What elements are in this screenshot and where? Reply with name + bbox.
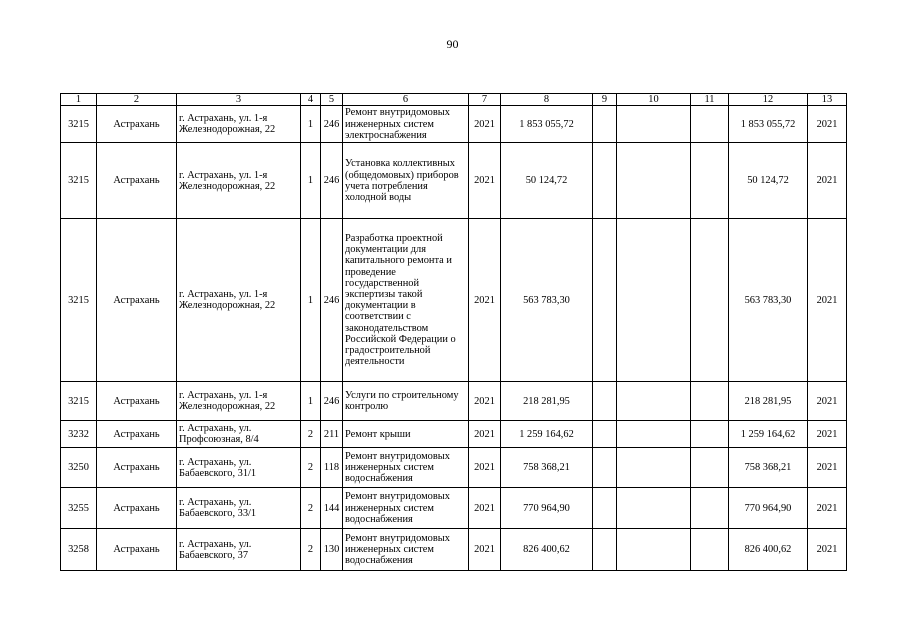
total-cell: 218 281,95 — [729, 382, 808, 421]
address-cell: г. Астрахань, ул. Профсоюзная, 8/4 — [177, 421, 301, 448]
cost-cell: 770 964,90 — [501, 488, 593, 529]
col10-cell — [617, 219, 691, 382]
municipality-cell: Астрахань — [97, 143, 177, 219]
header-cell-6: 6 — [343, 94, 469, 106]
col11-cell — [691, 382, 729, 421]
municipality-cell: Астрахань — [97, 382, 177, 421]
col11-cell — [691, 448, 729, 488]
col9-cell — [593, 382, 617, 421]
col10-cell — [617, 448, 691, 488]
municipality-cell: Астрахань — [97, 488, 177, 529]
address-cell: г. Астрахань, ул. Бабаевского, 33/1 — [177, 488, 301, 529]
address-cell: г. Астрахань, ул. 1-я Железнодорожная, 22 — [177, 106, 301, 143]
col9-cell — [593, 143, 617, 219]
total-cell: 1 259 164,62 — [729, 421, 808, 448]
cost-cell: 826 400,62 — [501, 529, 593, 571]
work-type-cell: Ремонт внутридомовых инженерных систем водоснабжения — [343, 488, 469, 529]
table-row — [61, 143, 847, 219]
work-type-cell: Разработка проектной документации для капитального ремонта и проведение государственной экспертизы такой документации в соответствии с законодательством Российской Федерации о градостроительной деятельности — [343, 219, 469, 382]
end-year-cell: 2021 — [808, 219, 847, 382]
table-body — [61, 106, 847, 571]
work-type-cell: Ремонт внутридомовых инженерных систем электроснабжения — [343, 106, 469, 143]
year-cell: 2021 — [469, 382, 501, 421]
municipality-cell: Астрахань — [97, 448, 177, 488]
municipality-cell: Астрахань — [97, 219, 177, 382]
col11-cell — [691, 143, 729, 219]
col4-cell: 1 — [301, 143, 321, 219]
house-id-cell: 3250 — [61, 448, 97, 488]
col5-cell: 246 — [321, 143, 343, 219]
end-year-cell: 2021 — [808, 382, 847, 421]
col9-cell — [593, 106, 617, 143]
col5-cell: 246 — [321, 219, 343, 382]
header-cell-13: 13 — [808, 94, 847, 106]
col5-cell: 246 — [321, 106, 343, 143]
year-cell: 2021 — [469, 106, 501, 143]
cost-cell: 758 368,21 — [501, 448, 593, 488]
header-cell-3: 3 — [177, 94, 301, 106]
col9-cell — [593, 488, 617, 529]
end-year-cell: 2021 — [808, 106, 847, 143]
cost-cell: 1 853 055,72 — [501, 106, 593, 143]
total-cell: 826 400,62 — [729, 529, 808, 571]
header-cell-10: 10 — [617, 94, 691, 106]
header-cell-5: 5 — [321, 94, 343, 106]
municipality-cell: Астрахань — [97, 106, 177, 143]
year-cell: 2021 — [469, 448, 501, 488]
municipality-cell: Астрахань — [97, 529, 177, 571]
end-year-cell: 2021 — [808, 529, 847, 571]
end-year-cell: 2021 — [808, 488, 847, 529]
header-cell-11: 11 — [691, 94, 729, 106]
col5-cell: 144 — [321, 488, 343, 529]
col10-cell — [617, 143, 691, 219]
work-type-cell: Услуги по строительному контролю — [343, 382, 469, 421]
house-id-cell: 3215 — [61, 106, 97, 143]
work-type-cell: Ремонт внутридомовых инженерных систем водоснабжения — [343, 448, 469, 488]
col9-cell — [593, 529, 617, 571]
municipality-cell: Астрахань — [97, 421, 177, 448]
table-row — [61, 106, 847, 143]
header-cell-1: 1 — [61, 94, 97, 106]
col10-cell — [617, 529, 691, 571]
col10-cell — [617, 421, 691, 448]
address-cell: г. Астрахань, ул. Бабаевского, 37 — [177, 529, 301, 571]
address-cell: г. Астрахань, ул. Бабаевского, 31/1 — [177, 448, 301, 488]
table-row — [61, 448, 847, 488]
house-id-cell: 3215 — [61, 219, 97, 382]
address-cell: г. Астрахань, ул. 1-я Железнодорожная, 22 — [177, 143, 301, 219]
house-id-cell: 3255 — [61, 488, 97, 529]
end-year-cell: 2021 — [808, 448, 847, 488]
cost-cell: 563 783,30 — [501, 219, 593, 382]
table-row — [61, 219, 847, 382]
col4-cell: 2 — [301, 421, 321, 448]
col10-cell — [617, 488, 691, 529]
table-row — [61, 382, 847, 421]
col5-cell: 246 — [321, 382, 343, 421]
col11-cell — [691, 488, 729, 529]
header-cell-9: 9 — [593, 94, 617, 106]
table-row — [61, 488, 847, 529]
col11-cell — [691, 219, 729, 382]
total-cell: 770 964,90 — [729, 488, 808, 529]
year-cell: 2021 — [469, 488, 501, 529]
cost-cell: 218 281,95 — [501, 382, 593, 421]
col4-cell: 2 — [301, 529, 321, 571]
total-cell: 50 124,72 — [729, 143, 808, 219]
header-cell-2: 2 — [97, 94, 177, 106]
house-id-cell: 3232 — [61, 421, 97, 448]
col9-cell — [593, 219, 617, 382]
header-cell-8: 8 — [501, 94, 593, 106]
col4-cell: 1 — [301, 219, 321, 382]
col11-cell — [691, 421, 729, 448]
col4-cell: 2 — [301, 488, 321, 529]
address-cell: г. Астрахань, ул. 1-я Железнодорожная, 22 — [177, 382, 301, 421]
year-cell: 2021 — [469, 529, 501, 571]
total-cell: 563 783,30 — [729, 219, 808, 382]
end-year-cell: 2021 — [808, 143, 847, 219]
table-row — [61, 421, 847, 448]
header-row — [61, 94, 847, 106]
house-id-cell: 3215 — [61, 143, 97, 219]
col5-cell: 211 — [321, 421, 343, 448]
col5-cell: 130 — [321, 529, 343, 571]
cost-cell: 50 124,72 — [501, 143, 593, 219]
header-cell-4: 4 — [301, 94, 321, 106]
col5-cell: 118 — [321, 448, 343, 488]
total-cell: 1 853 055,72 — [729, 106, 808, 143]
cost-cell: 1 259 164,62 — [501, 421, 593, 448]
end-year-cell: 2021 — [808, 421, 847, 448]
col9-cell — [593, 421, 617, 448]
house-id-cell: 3258 — [61, 529, 97, 571]
address-cell: г. Астрахань, ул. 1-я Железнодорожная, 22 — [177, 219, 301, 382]
col10-cell — [617, 382, 691, 421]
total-cell: 758 368,21 — [729, 448, 808, 488]
table-row — [61, 529, 847, 571]
year-cell: 2021 — [469, 143, 501, 219]
year-cell: 2021 — [469, 219, 501, 382]
work-type-cell: Ремонт крыши — [343, 421, 469, 448]
col4-cell: 1 — [301, 106, 321, 143]
work-type-cell: Установка коллективных (общедомовых) приборов учета потребления холодной воды — [343, 143, 469, 219]
page-number: 90 — [446, 37, 459, 51]
header-cell-7: 7 — [469, 94, 501, 106]
house-id-cell: 3215 — [61, 382, 97, 421]
col10-cell — [617, 106, 691, 143]
header-cell-12: 12 — [729, 94, 808, 106]
col11-cell — [691, 106, 729, 143]
col9-cell — [593, 448, 617, 488]
repair-program-table — [60, 93, 847, 571]
col11-cell — [691, 529, 729, 571]
col4-cell: 2 — [301, 448, 321, 488]
year-cell: 2021 — [469, 421, 501, 448]
work-type-cell: Ремонт внутридомовых инженерных систем водоснабжения — [343, 529, 469, 571]
col4-cell: 1 — [301, 382, 321, 421]
column-number-header — [61, 94, 847, 106]
